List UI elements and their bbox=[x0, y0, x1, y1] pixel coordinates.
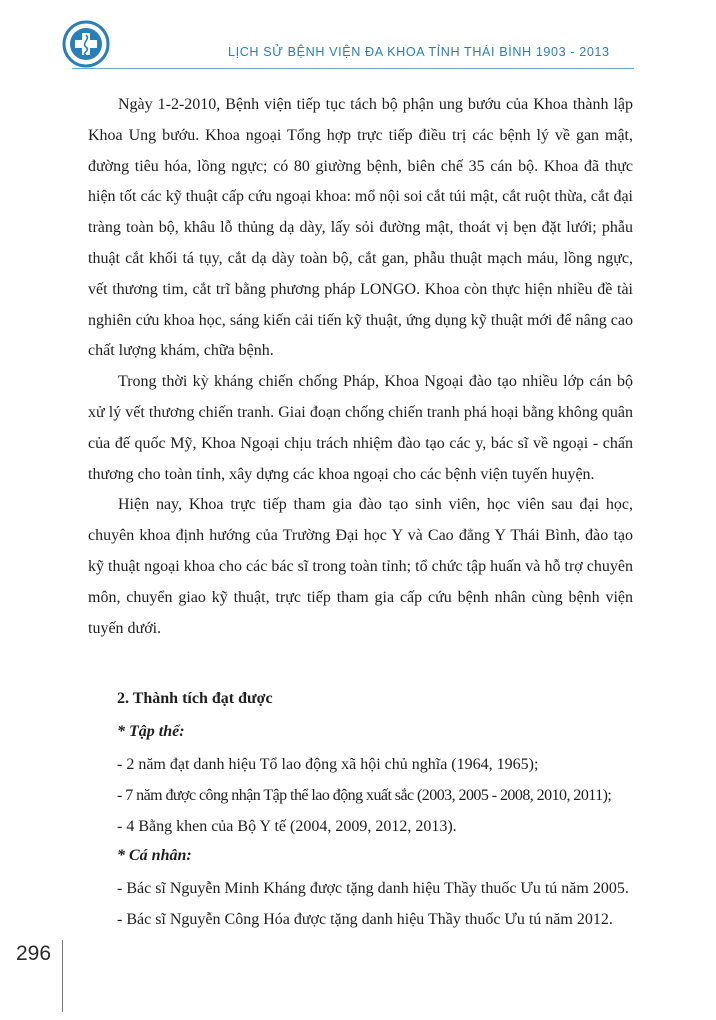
paragraph-surgery-department: Ngày 1-2-2010, Bệnh viện tiếp tục tách bộ phận ung bướu của Khoa thành lập Khoa Ung bướu. Khoa ngoại Tổng hợp trực tiếp điều trị các bệnh lý về gan mật, đường tiêu hóa, lồng ngực; có 80 giường bệnh, biên chế 35 cán bộ. Khoa đã thực hiện tốt các kỹ thuật cấp cứu ngoại khoa: mổ nội soi cắt túi mật, cắt ruột thừa, cắt đại tràng toàn bộ, khâu lỗ thủng dạ dày, lấy sỏi đường mật, thoát vị bẹn đặt lưới; phẫu thuật cắt khối tá tụy, cắt dạ dày toàn bộ, cắt gan, phẫu thuật mạch máu, lồng ngực, vết thương tim, cắt trĩ bằng phương pháp LONGO. Khoa còn thực hiện nhiều đề tài nghiên cứu khoa học, sáng kiến cải tiến kỹ thuật, ứng dụng kỹ thuật mới để nâng cao chất lượng khám, chữa bệnh. bbox=[88, 96, 633, 360]
list-item: - 4 Bằng khen của Bộ Y tế (2004, 2009, 2012, 2013). bbox=[117, 818, 457, 835]
hospital-emblem-icon bbox=[62, 20, 110, 68]
running-header-title: LỊCH SỬ BỆNH VIỆN ĐA KHOA TỈNH THÁI BÌNH 1903 - 2013 bbox=[228, 45, 610, 59]
body-text bbox=[88, 90, 633, 644]
list-item: - 7 năm được công nhận Tập thể lao động xuất sắc (2003, 2005 - 2008, 2010, 2011); bbox=[117, 787, 612, 804]
list-item: - Bác sĩ Nguyễn Minh Kháng được tặng danh hiệu Thầy thuốc Ưu tú năm 2005. bbox=[117, 880, 629, 897]
individual-list bbox=[117, 873, 637, 935]
paragraph-current-training: Hiện nay, Khoa trực tiếp tham gia đào tạo sinh viên, học viên sau đại học, chuyên khoa định hướng của Trường Đại học Y và Cao đẳng Y Thái Bình, đào tạo kỹ thuật ngoại khoa cho các bác sĩ trong toàn tỉnh; tổ chức tập huấn và hỗ trợ chuyên môn, chuyển giao kỹ thuật, trực tiếp tham gia cấp cứu bệnh nhân cùng bệnh viện tuyến dưới. bbox=[88, 496, 633, 637]
margin-divider bbox=[62, 940, 63, 1012]
individual-heading: * Cá nhân: bbox=[117, 847, 192, 864]
page-number: 296 bbox=[16, 942, 52, 965]
header-divider bbox=[72, 68, 634, 69]
list-item: - Bác sĩ Nguyễn Công Hóa được tặng danh hiệu Thầy thuốc Ưu tú năm 2012. bbox=[117, 911, 613, 928]
collective-heading: * Tập thể: bbox=[117, 723, 185, 740]
paragraph-war-history: Trong thời kỳ kháng chiến chống Pháp, Khoa Ngoại đào tạo nhiều lớp cán bộ xử lý vết thương chiến tranh. Giai đoạn chống chiến tranh phá hoại bằng không quân của đế quốc Mỹ, Khoa Ngoại chịu trách nhiệm đào tạo các y, bác sĩ về ngoại - chấn thương cho toàn tỉnh, xây dựng các khoa ngoại cho các bệnh viện tuyến huyện. bbox=[88, 373, 633, 483]
collective-list bbox=[117, 749, 637, 842]
achievements-heading: 2. Thành tích đạt được bbox=[117, 690, 273, 707]
list-item: - 2 năm đạt danh hiệu Tổ lao động xã hội chủ nghĩa (1964, 1965); bbox=[117, 756, 539, 773]
